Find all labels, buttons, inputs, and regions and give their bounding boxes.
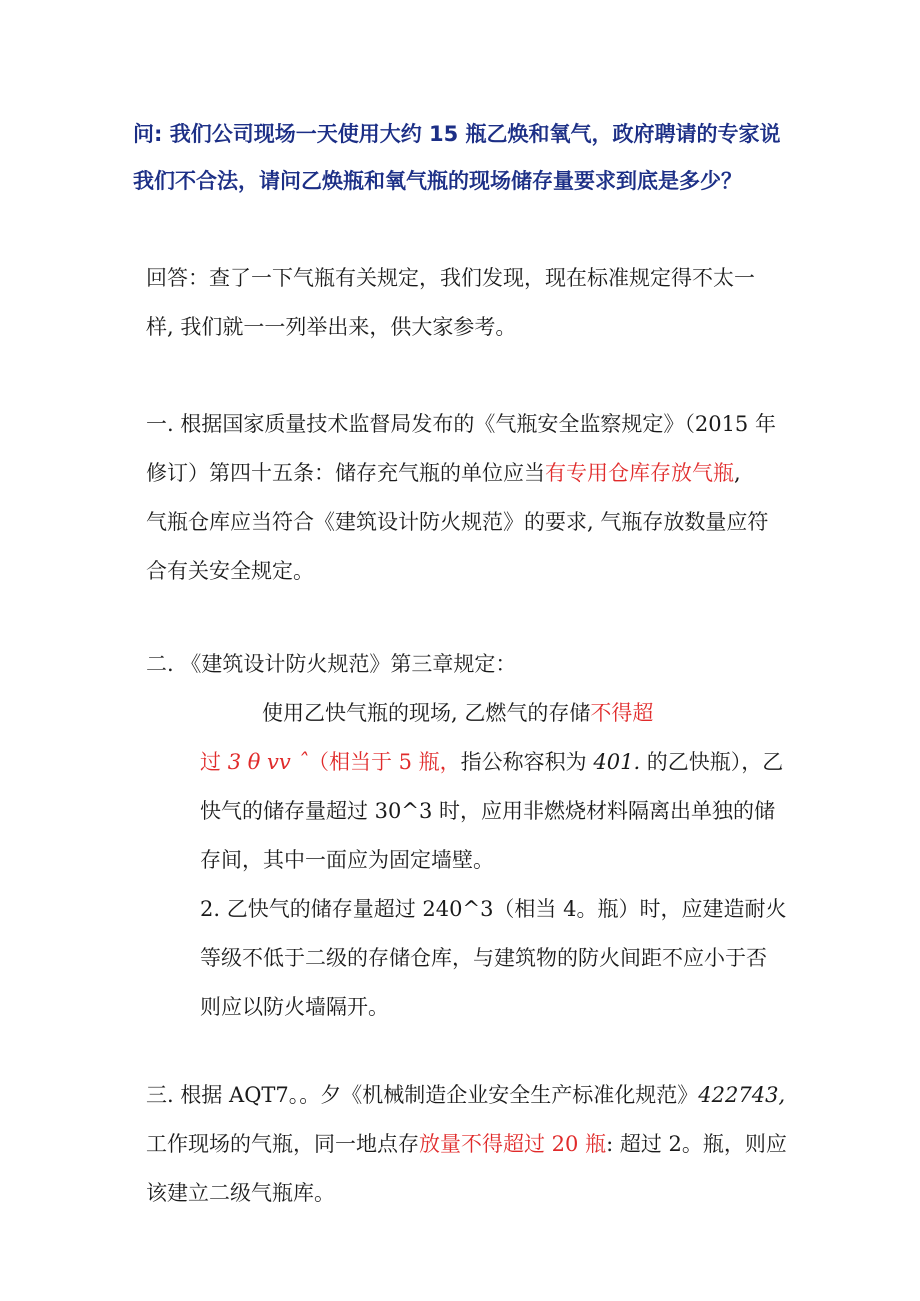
question-line-2: 我们不合法，请问乙焕瓶和氧气瓶的现场储存量要求到底是多少？ <box>133 169 742 193</box>
section-1 <box>146 400 806 596</box>
item-1-text: 使用乙快气瓶的现场, 乙燃气的存储 <box>262 701 591 725</box>
answer-block <box>146 254 806 352</box>
italic-text: 422743, <box>698 1083 786 1107</box>
item-1-text: 指公称容积为 <box>460 750 594 774</box>
highlight-text: 有专用仓库存放气瓶 <box>545 461 734 485</box>
highlight-italic-text: 3 θ vv ˆ <box>227 750 308 774</box>
section-3-text: : 超过 2。瓶，则应 <box>606 1132 787 1156</box>
section-2-item-2-line-1: 2. 乙快气的储存量超过 240^3（相当 4。瓶）时，应建造耐火 <box>200 897 787 921</box>
highlight-text: （相当于 5 瓶， <box>307 750 461 774</box>
section-2-heading-text: 二. 《建筑设计防火规范》第三章规定： <box>146 652 517 676</box>
section-2-item-1-line-3: 快气的储存量超过 30^3 时，应用非燃烧材料隔离出单独的储 <box>200 799 776 823</box>
highlight-text: 过 <box>200 750 228 774</box>
section-2-item-1-line-2 <box>200 738 800 787</box>
section-2-item-2-line-3: 则应以防火墙隔开。 <box>200 995 389 1019</box>
section-3-text: 工作现场的气瓶，同一地点存 <box>146 1132 419 1156</box>
section-3-line-3: 该建立二级气瓶库。 <box>146 1181 335 1205</box>
italic-text: 401. <box>593 750 641 774</box>
answer-line-2: 样, 我们就一一列举出来，供大家参考。 <box>146 315 517 339</box>
section-2-heading <box>146 640 806 689</box>
section-1-line-2-comma: , <box>734 461 741 485</box>
section-2-body <box>200 689 800 1032</box>
highlight-text: 放量不得超过 20 瓶 <box>419 1132 607 1156</box>
section-1-line-4: 合有关安全规定。 <box>146 559 314 583</box>
section-1-line-1: 一. 根据国家质量技术监督局发布的《气瓶安全监察规定》（2015 年 <box>146 412 776 436</box>
section-2-item-1-line-4: 存间，其中一面应为固定墙壁。 <box>200 848 494 872</box>
section-3 <box>146 1071 806 1218</box>
answer-line-1: 回答：查了一下气瓶有关规定，我们发现，现在标准规定得不太一 <box>146 266 755 290</box>
section-3-text: 三. 根据 AQT7。。夕《机械制造企业安全生产标准化规范》 <box>146 1083 699 1107</box>
question-line-1: 问: 我们公司现场一天使用大约 15 瓶乙焕和氧气，政府聘请的专家说 <box>133 122 781 146</box>
item-1-text: 的乙快瓶），乙 <box>640 750 784 774</box>
section-3-line-1 <box>146 1071 806 1120</box>
section-3-line-2 <box>146 1120 806 1169</box>
section-2-item-1-line-1 <box>200 689 800 738</box>
question-block <box>133 111 813 205</box>
section-1-line-2 <box>146 449 806 498</box>
section-1-line-3: 气瓶仓库应当符合《建筑设计防火规范》的要求, 气瓶存放数量应符 <box>146 510 769 534</box>
highlight-text: 不得超 <box>590 701 654 725</box>
section-1-line-2-text: 修订）第四十五条：储存充气瓶的单位应当 <box>146 461 545 485</box>
section-2-item-2-line-2: 等级不低于二级的存储仓库，与建筑物的防火间距不应小于否 <box>200 946 767 970</box>
